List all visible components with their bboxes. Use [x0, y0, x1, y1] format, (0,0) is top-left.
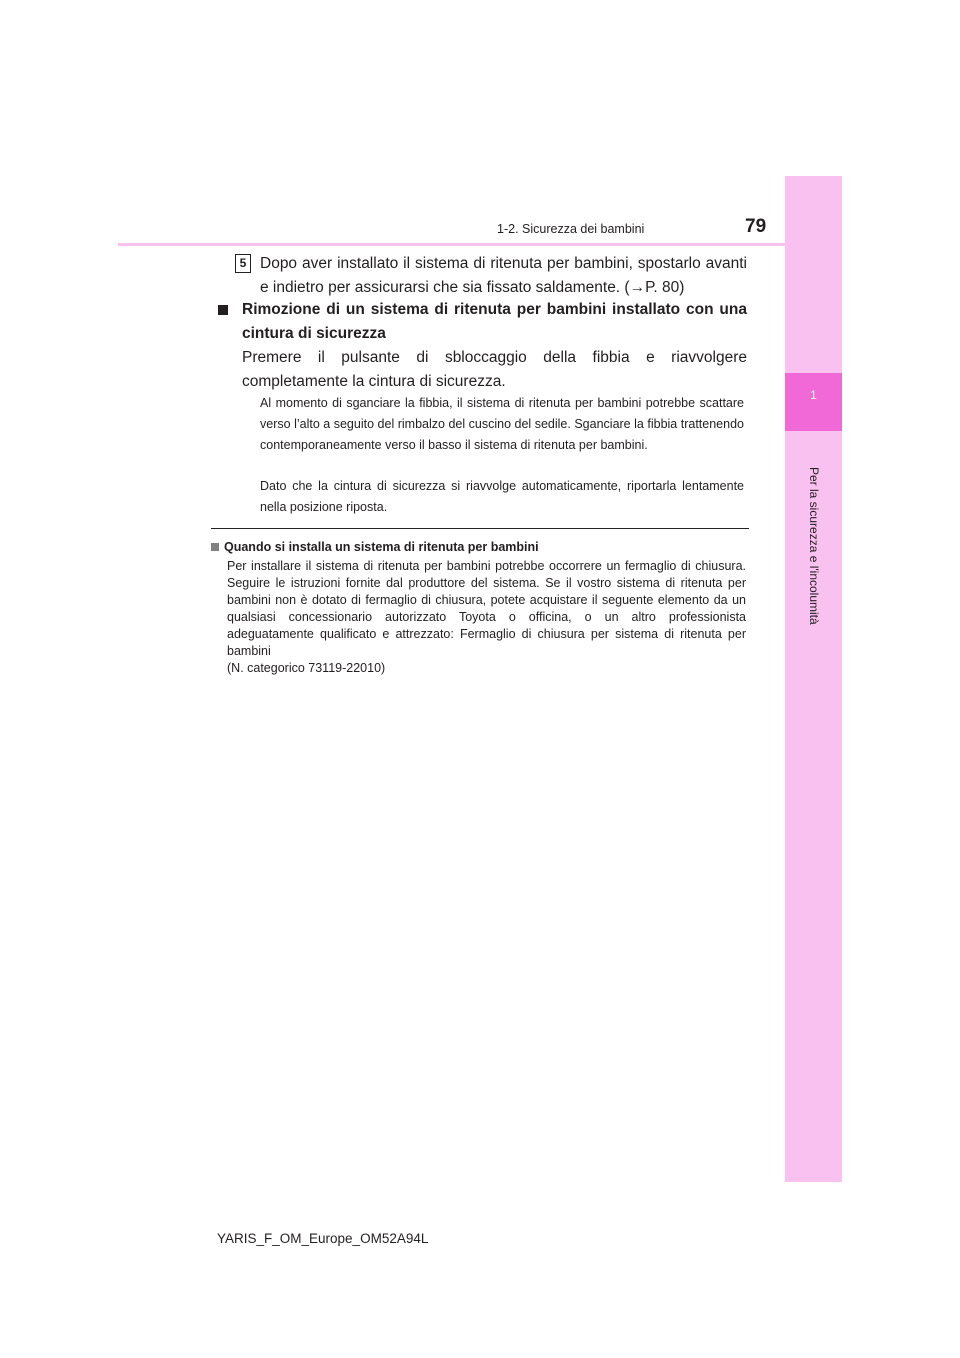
header-rule [118, 243, 842, 246]
removal-heading-text: Rimozione di un sistema di ritenuta per bambini installato con una cintura di sicurezza [242, 301, 747, 342]
info-body [227, 558, 746, 677]
info-body-text: Per installare il sistema di ritenuta per bambini potrebbe occorrere un fermaglio di chiusura. Seguire le istruzioni fornite dal produttore del sistema. Se il vostro sistema di ritenuta per bambini non è dotato di fermaglio di chiusura, potete acquistare il seguente elemento da un qualsiasi concessionario autorizzato Toyota o officina, o un altro professionista adeguatamente qualificato e attrezzato: Fermaglio di chiusura per sistema di ritenuta per bambini [227, 559, 746, 658]
removal-instruction: Premere il pulsante di sbloccaggio della fibbia e riavvolgere completamente la cintura di sicurezza. [242, 349, 747, 390]
info-bullet-icon [211, 543, 219, 551]
chapter-title: Per la sicurezza e l'incolumità [807, 467, 821, 625]
section-divider [211, 528, 749, 529]
step-text: Dopo aver installato il sistema di ritenuta per bambini, spostarlo avanti e indietro per assicurarsi che sia fissato saldamente. (→P. 80) [260, 255, 747, 296]
info-part-number: (N. categorico 73119-22010) [227, 661, 386, 675]
removal-heading [218, 298, 747, 346]
section-title: 1-2. Sicurezza dei bambini [497, 222, 645, 236]
removal-note-1: Al momento di sganciare la fibbia, il sistema di ritenuta per bambini potrebbe scattare verso l’alto a seguito del rimbalzo del cuscino del sedile. Sganciare la fibbia trattenendo contemporaneamente verso il basso il sistema di ritenuta per bambini. [260, 396, 744, 452]
removal-note-2: Dato che la cintura di sicurezza si riavvolge automaticamente, riportarla lentamente nella posizione riposta. [260, 479, 744, 514]
chapter-number-block [785, 373, 842, 431]
document-code: YARIS_F_OM_Europe_OM52A94L [217, 1231, 429, 1246]
chapter-number: 1 [810, 388, 817, 402]
chapter-title-vertical [786, 467, 842, 625]
info-heading-text: Quando si installa un sistema di ritenuta per bambini [224, 540, 539, 554]
page-number: 79 [745, 216, 767, 237]
step-number-box: 5 [235, 254, 251, 273]
info-heading [211, 539, 746, 556]
heading-bullet-icon [218, 305, 228, 315]
chapter-side-tab [785, 176, 842, 1182]
